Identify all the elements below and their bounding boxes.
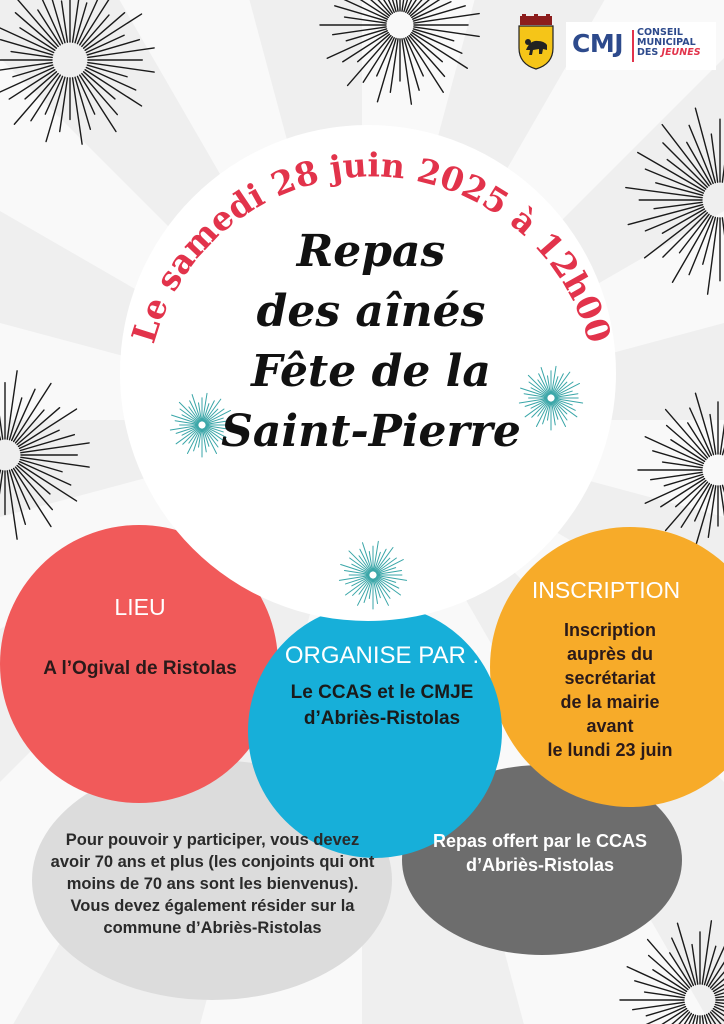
inscription-line-4: de la mairie xyxy=(560,692,660,712)
event-title xyxy=(196,222,546,462)
cmj-line-3-prefix: DES xyxy=(637,47,659,58)
cmj-line-3-highlight: JEUNES xyxy=(661,47,701,58)
inscription-line-5: avant xyxy=(586,716,634,736)
title-line-3: Fête de la xyxy=(251,346,491,397)
conditions-text: Pour pouvoir y participer, vous devez avoir 70 ans et plus (les conjoints qui ont moins de 70 ans sont les bienvenus). Vous devez également résider sur la commune d’Abriès-Ristolas xyxy=(50,831,375,937)
inscription-line-3: secrétariat xyxy=(564,668,656,688)
offer-text: Repas offert par le CCAS d’Abriès-Ristolas xyxy=(432,831,648,875)
cmj-line-2: MUNICIPAL xyxy=(637,37,696,48)
inscription-heading: INSCRIPTION xyxy=(531,577,681,603)
cmj-line-1: CONSEIL xyxy=(637,27,683,38)
date-banner: Le samedi 28 juin 2025 à 12h00 xyxy=(123,145,620,348)
inscription-line-6: le lundi 23 juin xyxy=(547,740,673,760)
cmj-letters: CMJ xyxy=(572,29,624,58)
title-line-4: Saint-Pierre xyxy=(221,406,521,457)
organise-heading: ORGANISE PAR : xyxy=(284,642,480,669)
inscription-line-2: auprès du xyxy=(566,644,654,664)
title-line-2: des aînés xyxy=(256,286,486,337)
organise-text: Le CCAS et le CMJE d’Abriès-Ristolas xyxy=(290,682,474,729)
inscription-line-1: Inscription xyxy=(563,620,656,640)
lieu-heading: LIEU xyxy=(114,594,166,620)
lieu-text: A l’Ogival de Ristolas xyxy=(43,658,237,679)
title-line-1: Repas xyxy=(296,226,446,277)
inscription-text xyxy=(520,618,700,762)
